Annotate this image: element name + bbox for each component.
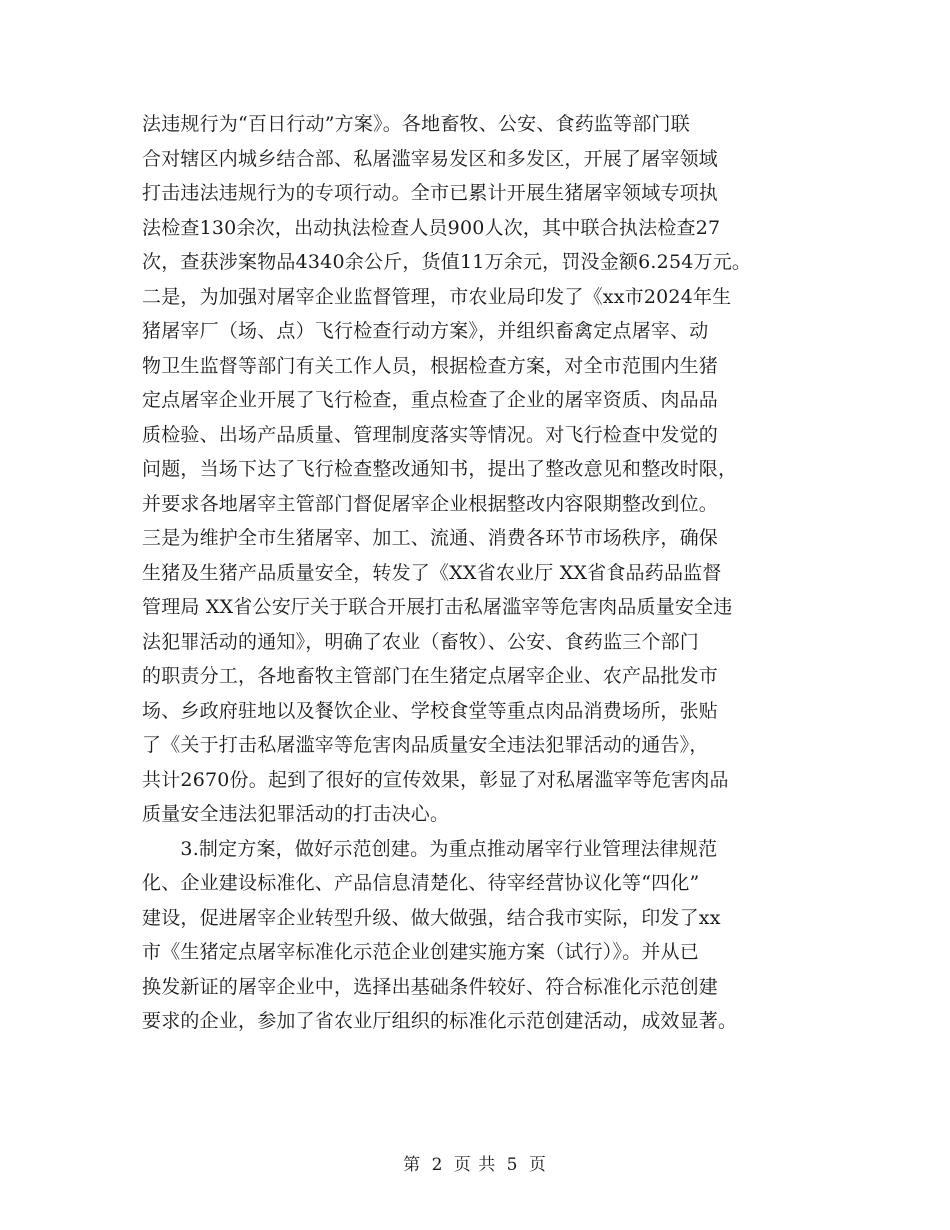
- text-line: 二是，为加强对屠宰企业监督管理，市农业局印发了《xx市2024年生: [142, 285, 732, 308]
- text-line: 场、乡政府驻地以及餐饮企业、学校食堂等重点肉品消费场所，张贴: [142, 699, 719, 722]
- text-line: 的职责分工，各地畜牧主管部门在生猪定点屠宰企业、农产品批发市: [142, 665, 719, 687]
- text-line: 了《关于打击私屠滥宰等危害肉品质量安全违法犯罪活动的通告》，: [142, 734, 709, 756]
- footer-middle: 页 共: [453, 1155, 497, 1175]
- text-line: 三是为维护全市生猪屠宰、加工、流通、消费各环节市场秩序，确保: [142, 527, 719, 549]
- total-pages: 5: [506, 1155, 519, 1175]
- page-number: 2: [431, 1155, 444, 1175]
- body-text: [142, 107, 842, 1039]
- text-line: 管理局 XX省公安厅关于联合开展打击私屠滥宰等危害肉品质量安全违: [142, 596, 733, 618]
- text-line: 质检验、出场产品质量、管理制度落实等情况。对飞行检查中发觉的: [142, 423, 719, 446]
- text-line: 3.制定方案，做好示范创建。为重点推动屠宰行业管理法律规范: [142, 837, 718, 860]
- text-line: 物卫生监督等部门有关工作人员，根据检查方案，对全市范围内生猪: [142, 354, 719, 377]
- footer-suffix: 页: [528, 1155, 547, 1175]
- text-line: 并要求各地屠宰主管部门督促屠宰企业根据整改内容限期整改到位。: [142, 492, 719, 515]
- text-line: 法检查130余次，出动执法检查人员900人次，其中联合执法检查27: [142, 216, 721, 239]
- text-line: 问题，当场下达了飞行检查整改通知书，提出了整改意见和整改时限，: [142, 458, 738, 480]
- text-line: 化、企业建设标准化、产品信息清楚化、待宰经营协议化等“四化”: [142, 872, 700, 894]
- footer-prefix: 第: [403, 1155, 422, 1175]
- page-footer: [0, 1150, 950, 1175]
- text-line: 合对辖区内城乡结合部、私屠滥宰易发区和多发区，开展了屠宰领域: [142, 147, 719, 170]
- text-line: 要求的企业，参加了省农业厅组织的标准化示范创建活动，成效显著。: [142, 1010, 738, 1032]
- text-line: 打击违法违规行为的专项行动。全市已累计开展生猪屠宰领域专项执: [142, 182, 719, 204]
- text-line: 市《生猪定点屠宰标准化示范企业创建实施方案（试行）》。并从已: [142, 941, 700, 963]
- text-line: 法违规行为“百日行动”方案》。各地畜牧、公安、食药监等部门联: [142, 113, 690, 135]
- text-line: 换发新证的屠宰企业中，选择出基础条件较好、符合标准化示范创建: [142, 975, 719, 998]
- text-line: 质量安全违法犯罪活动的打击决心。: [142, 803, 450, 825]
- text-line: 次，查获涉案物品4340余公斤，货值11万余元，罚没金额6.254万元。: [142, 251, 752, 273]
- text-line: 建设，促进屠宰企业转型升级、做大做强，结合我市实际，印发了xx: [142, 906, 721, 929]
- text-line: 定点屠宰企业开展了飞行检查，重点检查了企业的屠宰资质、肉品品: [142, 389, 719, 411]
- text-line: 生猪及生猪产品质量安全，转发了《XX省农业厅 XX省食品药品监督: [142, 561, 722, 584]
- text-line: 共计2670份。起到了很好的宣传效果，彰显了对私屠滥宰等危害肉品: [142, 768, 729, 791]
- text-line: 猪屠宰厂（场、点）飞行检查行动方案》，并组织畜禽定点屠宰、动: [142, 320, 709, 342]
- text-line: 法犯罪活动的通知》，明确了农业（畜牧）、公安、食药监三个部门: [142, 630, 700, 653]
